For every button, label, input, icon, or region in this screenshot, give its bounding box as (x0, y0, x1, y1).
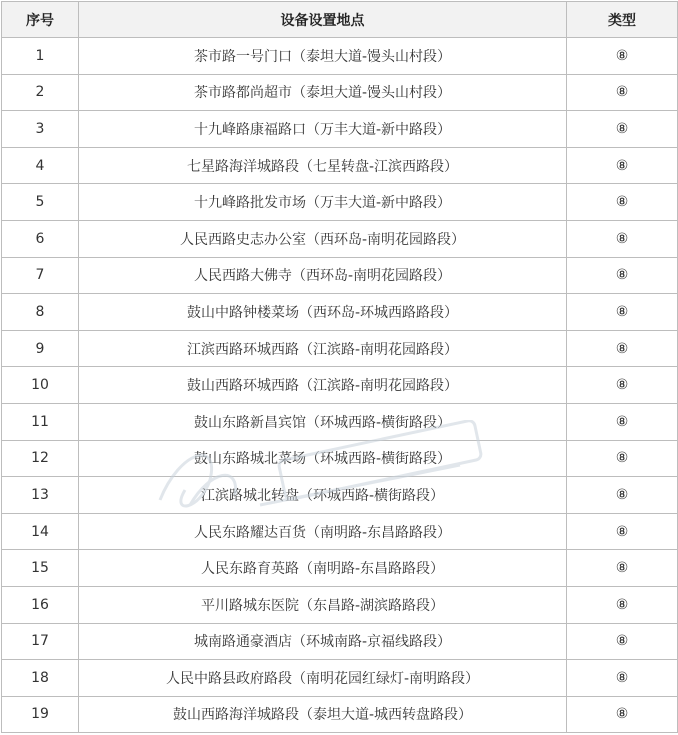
table-row (2, 403, 678, 440)
row-number-cell: 15 (2, 550, 79, 587)
row-location-cell: 江滨路城北转盘（环城西路-横街路段） (79, 477, 567, 514)
table-row (2, 330, 678, 367)
row-number-cell: 6 (2, 220, 79, 257)
table-row (2, 586, 678, 623)
row-location-cell: 茶市路一号门口（泰坦大道-馒头山村段） (79, 38, 567, 75)
row-location-cell: 人民西路大佛寺（西环岛-南明花园路段） (79, 257, 567, 294)
row-number-cell: 8 (2, 294, 79, 331)
row-type-cell: ⑧ (567, 550, 678, 587)
table-body (2, 38, 678, 733)
table-row (2, 696, 678, 733)
table-row (2, 550, 678, 587)
row-number-cell: 10 (2, 367, 79, 404)
row-location-cell: 鼓山中路钟楼菜场（西环岛-环城西路路段） (79, 294, 567, 331)
table-row (2, 513, 678, 550)
row-type-cell: ⑧ (567, 403, 678, 440)
table-row (2, 257, 678, 294)
table-row (2, 111, 678, 148)
row-location-cell: 茶市路都尚超市（泰坦大道-馒头山村段） (79, 74, 567, 111)
row-number-cell: 17 (2, 623, 79, 660)
row-type-cell: ⑧ (567, 660, 678, 697)
row-type-cell: ⑧ (567, 111, 678, 148)
table-row (2, 440, 678, 477)
row-number-cell: 9 (2, 330, 79, 367)
row-type-cell: ⑧ (567, 330, 678, 367)
row-type-cell: ⑧ (567, 184, 678, 221)
row-type-cell: ⑧ (567, 38, 678, 75)
row-location-cell: 十九峰路康福路口（万丰大道-新中路段） (79, 111, 567, 148)
row-type-cell: ⑧ (567, 477, 678, 514)
table-row (2, 660, 678, 697)
row-location-cell: 人民西路史志办公室（西环岛-南明花园路段） (79, 220, 567, 257)
row-type-cell: ⑧ (567, 513, 678, 550)
row-location-cell: 鼓山西路海洋城路段（泰坦大道-城西转盘路段） (79, 696, 567, 733)
table-row (2, 147, 678, 184)
row-type-cell: ⑧ (567, 623, 678, 660)
row-number-cell: 18 (2, 660, 79, 697)
row-type-cell: ⑧ (567, 220, 678, 257)
table-row (2, 220, 678, 257)
header-no: 序号 (2, 2, 79, 38)
row-number-cell: 2 (2, 74, 79, 111)
device-location-table (1, 1, 678, 733)
row-type-cell: ⑧ (567, 440, 678, 477)
row-location-cell: 鼓山东路城北菜场（环城西路-横街路段） (79, 440, 567, 477)
row-number-cell: 11 (2, 403, 79, 440)
header-type: 类型 (567, 2, 678, 38)
row-number-cell: 13 (2, 477, 79, 514)
row-location-cell: 人民中路县政府路段（南明花园红绿灯-南明路段） (79, 660, 567, 697)
row-location-cell: 平川路城东医院（东昌路-湖滨路路段） (79, 586, 567, 623)
row-number-cell: 19 (2, 696, 79, 733)
table-row (2, 294, 678, 331)
row-type-cell: ⑧ (567, 294, 678, 331)
row-number-cell: 16 (2, 586, 79, 623)
row-type-cell: ⑧ (567, 586, 678, 623)
row-number-cell: 12 (2, 440, 79, 477)
row-type-cell: ⑧ (567, 257, 678, 294)
header-location: 设备设置地点 (79, 2, 567, 38)
table-row (2, 623, 678, 660)
table-header-row (2, 2, 678, 38)
row-number-cell: 5 (2, 184, 79, 221)
row-location-cell: 人民东路耀达百货（南明路-东昌路路段） (79, 513, 567, 550)
row-location-cell: 人民东路育英路（南明路-东昌路路段） (79, 550, 567, 587)
table-row (2, 367, 678, 404)
table-row (2, 74, 678, 111)
row-number-cell: 14 (2, 513, 79, 550)
row-location-cell: 江滨西路环城西路（江滨路-南明花园路段） (79, 330, 567, 367)
row-number-cell: 7 (2, 257, 79, 294)
row-location-cell: 城南路通豪酒店（环城南路-京福线路段） (79, 623, 567, 660)
table-row (2, 477, 678, 514)
row-location-cell: 十九峰路批发市场（万丰大道-新中路段） (79, 184, 567, 221)
table-row (2, 184, 678, 221)
row-type-cell: ⑧ (567, 367, 678, 404)
row-type-cell: ⑧ (567, 147, 678, 184)
row-number-cell: 1 (2, 38, 79, 75)
row-location-cell: 鼓山东路新昌宾馆（环城西路-横街路段） (79, 403, 567, 440)
row-type-cell: ⑧ (567, 696, 678, 733)
row-number-cell: 3 (2, 111, 79, 148)
row-location-cell: 七星路海洋城路段（七星转盘-江滨西路段） (79, 147, 567, 184)
table-row (2, 38, 678, 75)
row-number-cell: 4 (2, 147, 79, 184)
row-location-cell: 鼓山西路环城西路（江滨路-南明花园路段） (79, 367, 567, 404)
row-type-cell: ⑧ (567, 74, 678, 111)
